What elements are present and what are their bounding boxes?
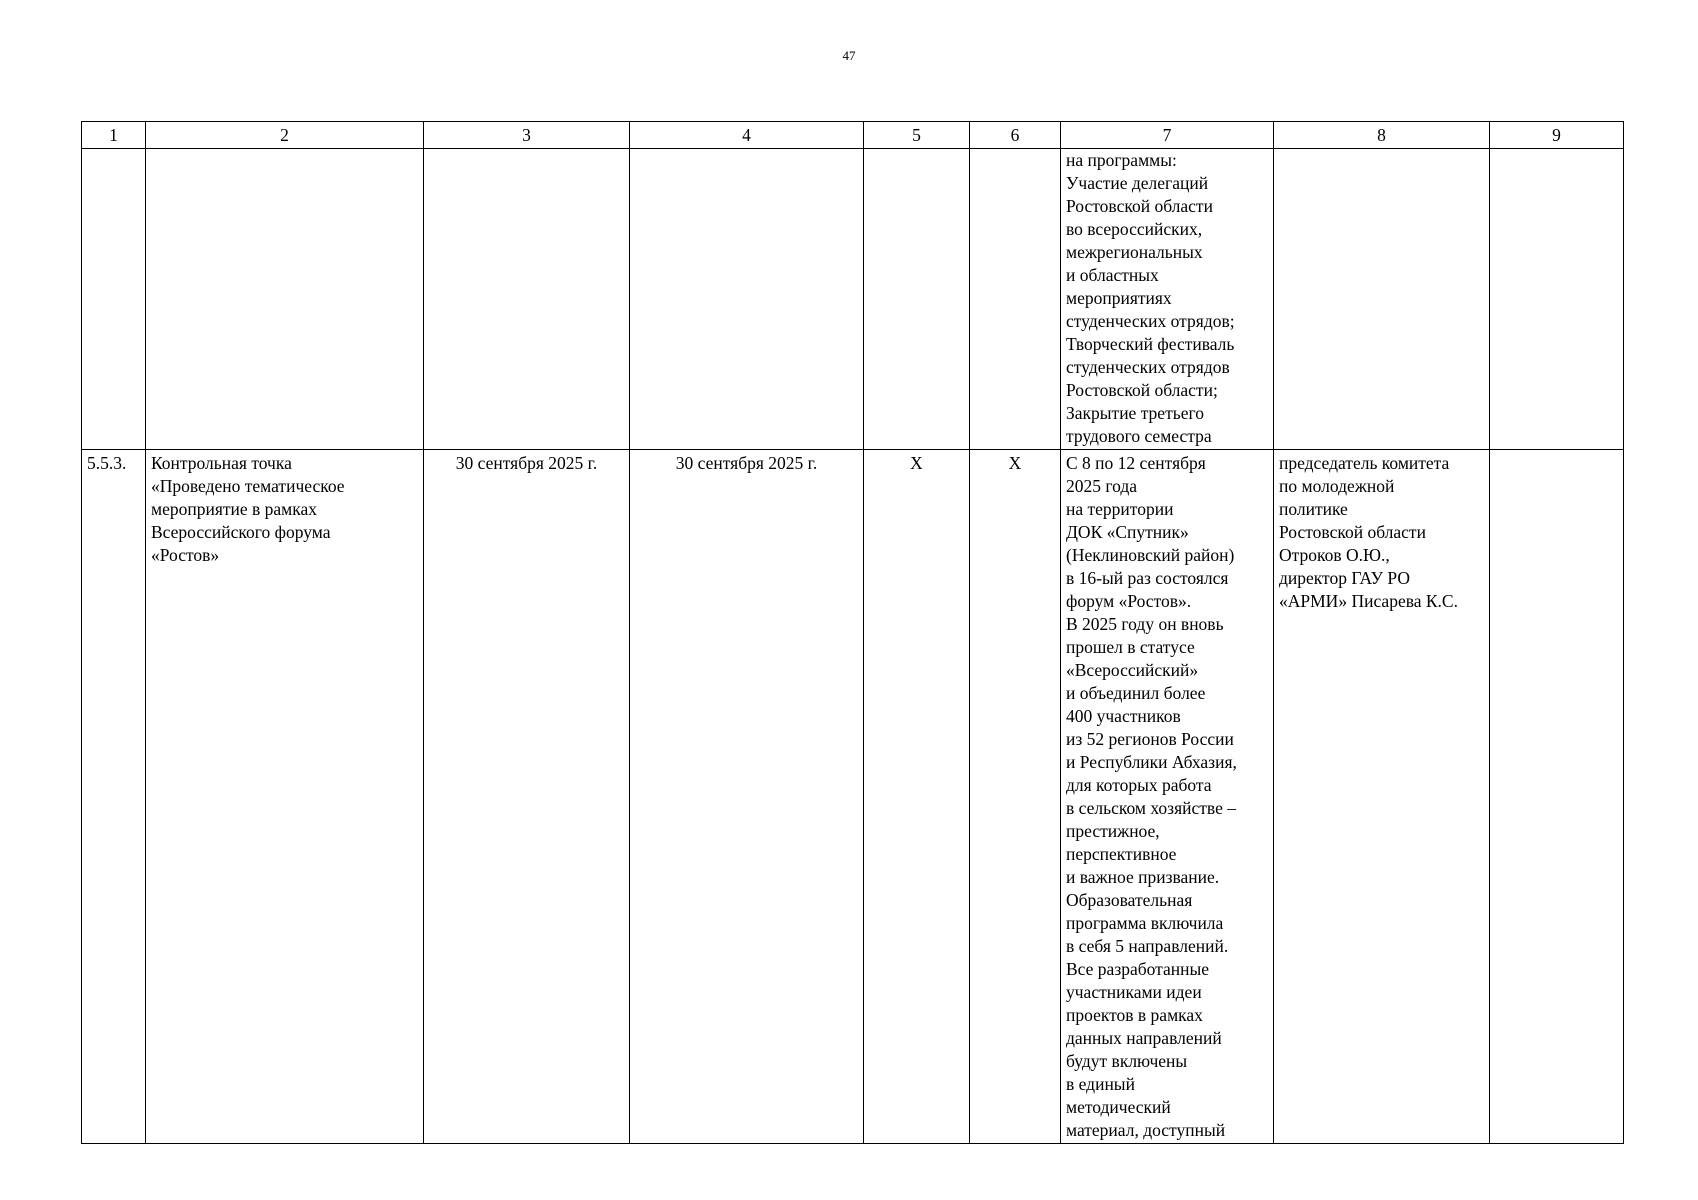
header-cell: 3 bbox=[424, 122, 630, 149]
cell-empty bbox=[864, 149, 970, 450]
header-cell: 2 bbox=[146, 122, 424, 149]
header-cell: 6 bbox=[970, 122, 1061, 149]
result-text: С 8 по 12 сентября 2025 года на территории ДОК «Спутник» (Неклиновский район) в 16-ый раз состоялся форум «Ростов». В 2025 году он вновь прошел в статусе «Всероссийский» и объединил более 400 участников из 52 регионов России и Республики Абхазия, для которых работа в сельском хозяйстве – престижное, перспективное и важное призвание. Образовательная программа включила в себя 5 направлений. Все разработанные участниками идеи проектов в рамках данных направлений будут включены в единый методический материал, доступный bbox=[1061, 450, 1274, 1144]
table-row bbox=[82, 450, 1624, 1144]
cell-empty bbox=[1274, 149, 1490, 450]
header-cell: 1 bbox=[82, 122, 146, 149]
actual-date: 30 сентября 2025 г. bbox=[630, 450, 864, 1144]
header-cell: 8 bbox=[1274, 122, 1490, 149]
cell-empty bbox=[1490, 149, 1624, 450]
continuation-result-text: на программы: Участие делегаций Ростовской области во всероссийских, межрегиональных и областных мероприятиях студенческих отрядов; Творческий фестиваль студенческих отрядов Ростовской области; Закрытие третьего трудового семестра bbox=[1061, 149, 1274, 450]
cell-empty bbox=[146, 149, 424, 450]
item-number: 5.5.3. bbox=[82, 450, 146, 1144]
cell-empty bbox=[424, 149, 630, 450]
cell-empty bbox=[82, 149, 146, 450]
header-cell: 4 bbox=[630, 122, 864, 149]
header-row bbox=[82, 122, 1624, 149]
cell-empty bbox=[630, 149, 864, 450]
item-name: Контрольная точка «Проведено тематическое мероприятие в рамках Всероссийского форума «Ростов» bbox=[146, 450, 424, 1144]
responsible-person: председатель комитета по молодежной политике Ростовской области Отроков О.Ю., директор ГАУ РО «АРМИ» Писарева К.С. bbox=[1274, 450, 1490, 1144]
report-table bbox=[81, 121, 1624, 1144]
header-cell: 9 bbox=[1490, 122, 1624, 149]
cell-empty bbox=[970, 149, 1061, 450]
col6-mark: X bbox=[970, 450, 1061, 1144]
cell-empty bbox=[1490, 450, 1624, 1144]
header-cell: 5 bbox=[864, 122, 970, 149]
planned-date: 30 сентября 2025 г. bbox=[424, 450, 630, 1144]
col5-mark: X bbox=[864, 450, 970, 1144]
header-cell: 7 bbox=[1061, 122, 1274, 149]
table-row bbox=[82, 149, 1624, 450]
page-number: 47 bbox=[842, 48, 856, 63]
